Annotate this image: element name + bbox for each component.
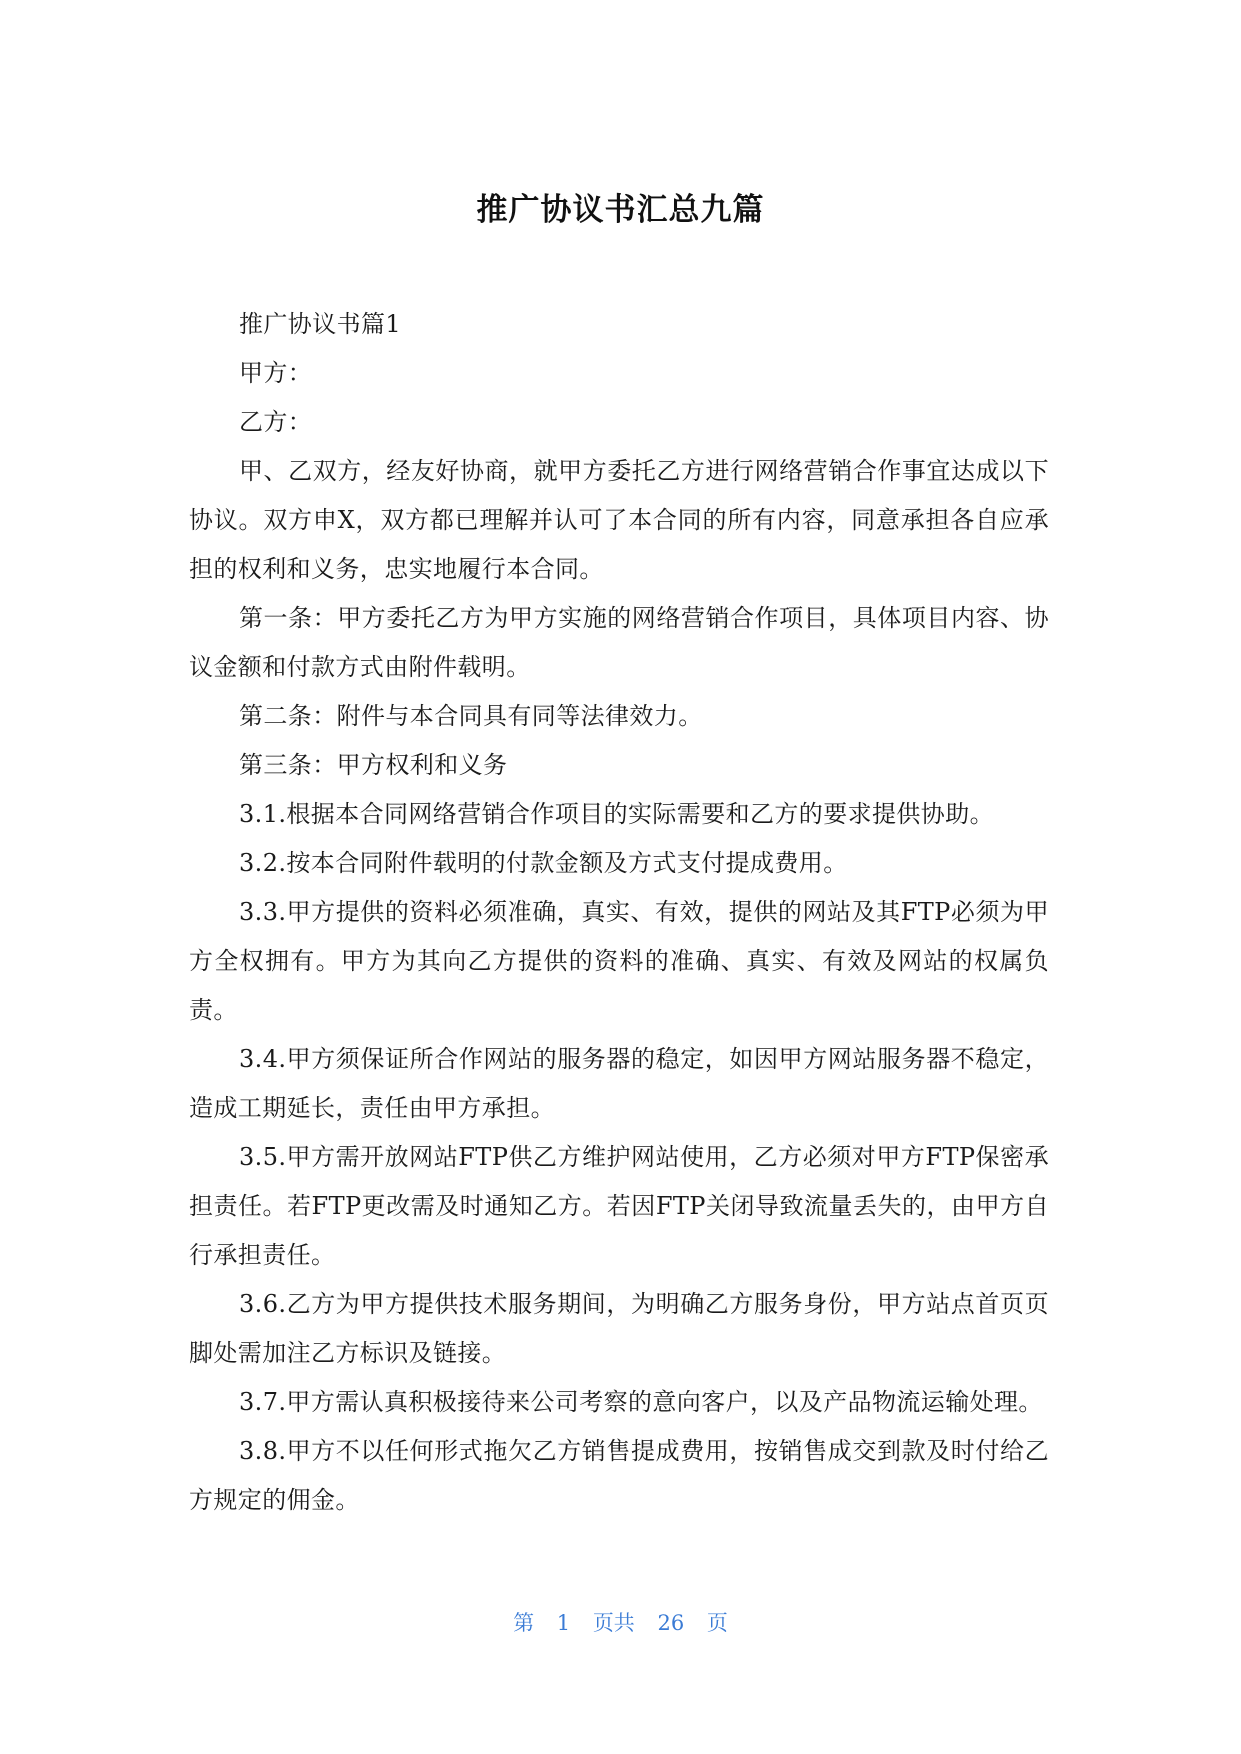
paragraph: 第一条：甲方委托乙方为甲方实施的网络营销合作项目，具体项目内容、协议金额和付款方式由附件载明。 <box>189 604 1049 681</box>
footer-current-page: 1 <box>556 1611 571 1635</box>
paragraph: 3.8.甲方不以任何形式拖欠乙方销售提成费用，按销售成交到款及时付给乙方规定的佣金。 <box>189 1437 1049 1514</box>
paragraph: 3.4.甲方须保证所合作网站的服务器的稳定，如因甲方网站服务器不稳定，造成工期延长，责任由甲方承担。 <box>189 1045 1049 1122</box>
paragraph: 第三条：甲方权利和义务 <box>239 751 508 779</box>
section-heading: 推广协议书篇1 <box>239 310 402 338</box>
document-title: 推广协议书汇总九篇 <box>476 192 765 228</box>
party-a-line: 甲方： <box>239 359 313 387</box>
party-b-line: 乙方： <box>239 408 313 436</box>
paragraph: 3.1.根据本合同网络营销合作项目的实际需要和乙方的要求提供协助。 <box>239 800 994 828</box>
page-footer <box>0 1609 1241 1637</box>
paragraph: 3.5.甲方需开放网站FTP供乙方维护网站使用，乙方必须对甲方FTP保密承担责任。若FTP更改需及时通知乙方。若因FTP关闭导致流量丢失的，由甲方自行承担责任。 <box>189 1143 1049 1269</box>
document-body <box>189 300 1049 1525</box>
paragraph: 3.6.乙方为甲方提供技术服务期间，为明确乙方服务身份，甲方站点首页页脚处需加注乙方标识及链接。 <box>189 1290 1049 1367</box>
footer-prefix: 第 <box>513 1611 535 1635</box>
footer-total-pages: 26 <box>657 1611 685 1635</box>
paragraph: 甲、乙双方，经友好协商，就甲方委托乙方进行网络营销合作事宜达成以下协议。双方申X，双方都已理解并认可了本合同的所有内容，同意承担各自应承担的权利和义务，忠实地履行本合同。 <box>189 457 1049 583</box>
footer-middle: 页共 <box>592 1611 635 1635</box>
paragraph: 3.2.按本合同附件载明的付款金额及方式支付提成费用。 <box>239 849 848 877</box>
paragraph: 3.3.甲方提供的资料必须准确，真实、有效，提供的网站及其FTP必须为甲方全权拥有。甲方为其向乙方提供的资料的准确、真实、有效及网站的权属负责。 <box>189 898 1049 1024</box>
paragraph: 第二条：附件与本合同具有同等法律效力。 <box>239 702 703 730</box>
footer-suffix: 页 <box>706 1611 728 1635</box>
paragraph: 3.7.甲方需认真积极接待来公司考察的意向客户，以及产品物流运输处理。 <box>239 1388 1043 1416</box>
